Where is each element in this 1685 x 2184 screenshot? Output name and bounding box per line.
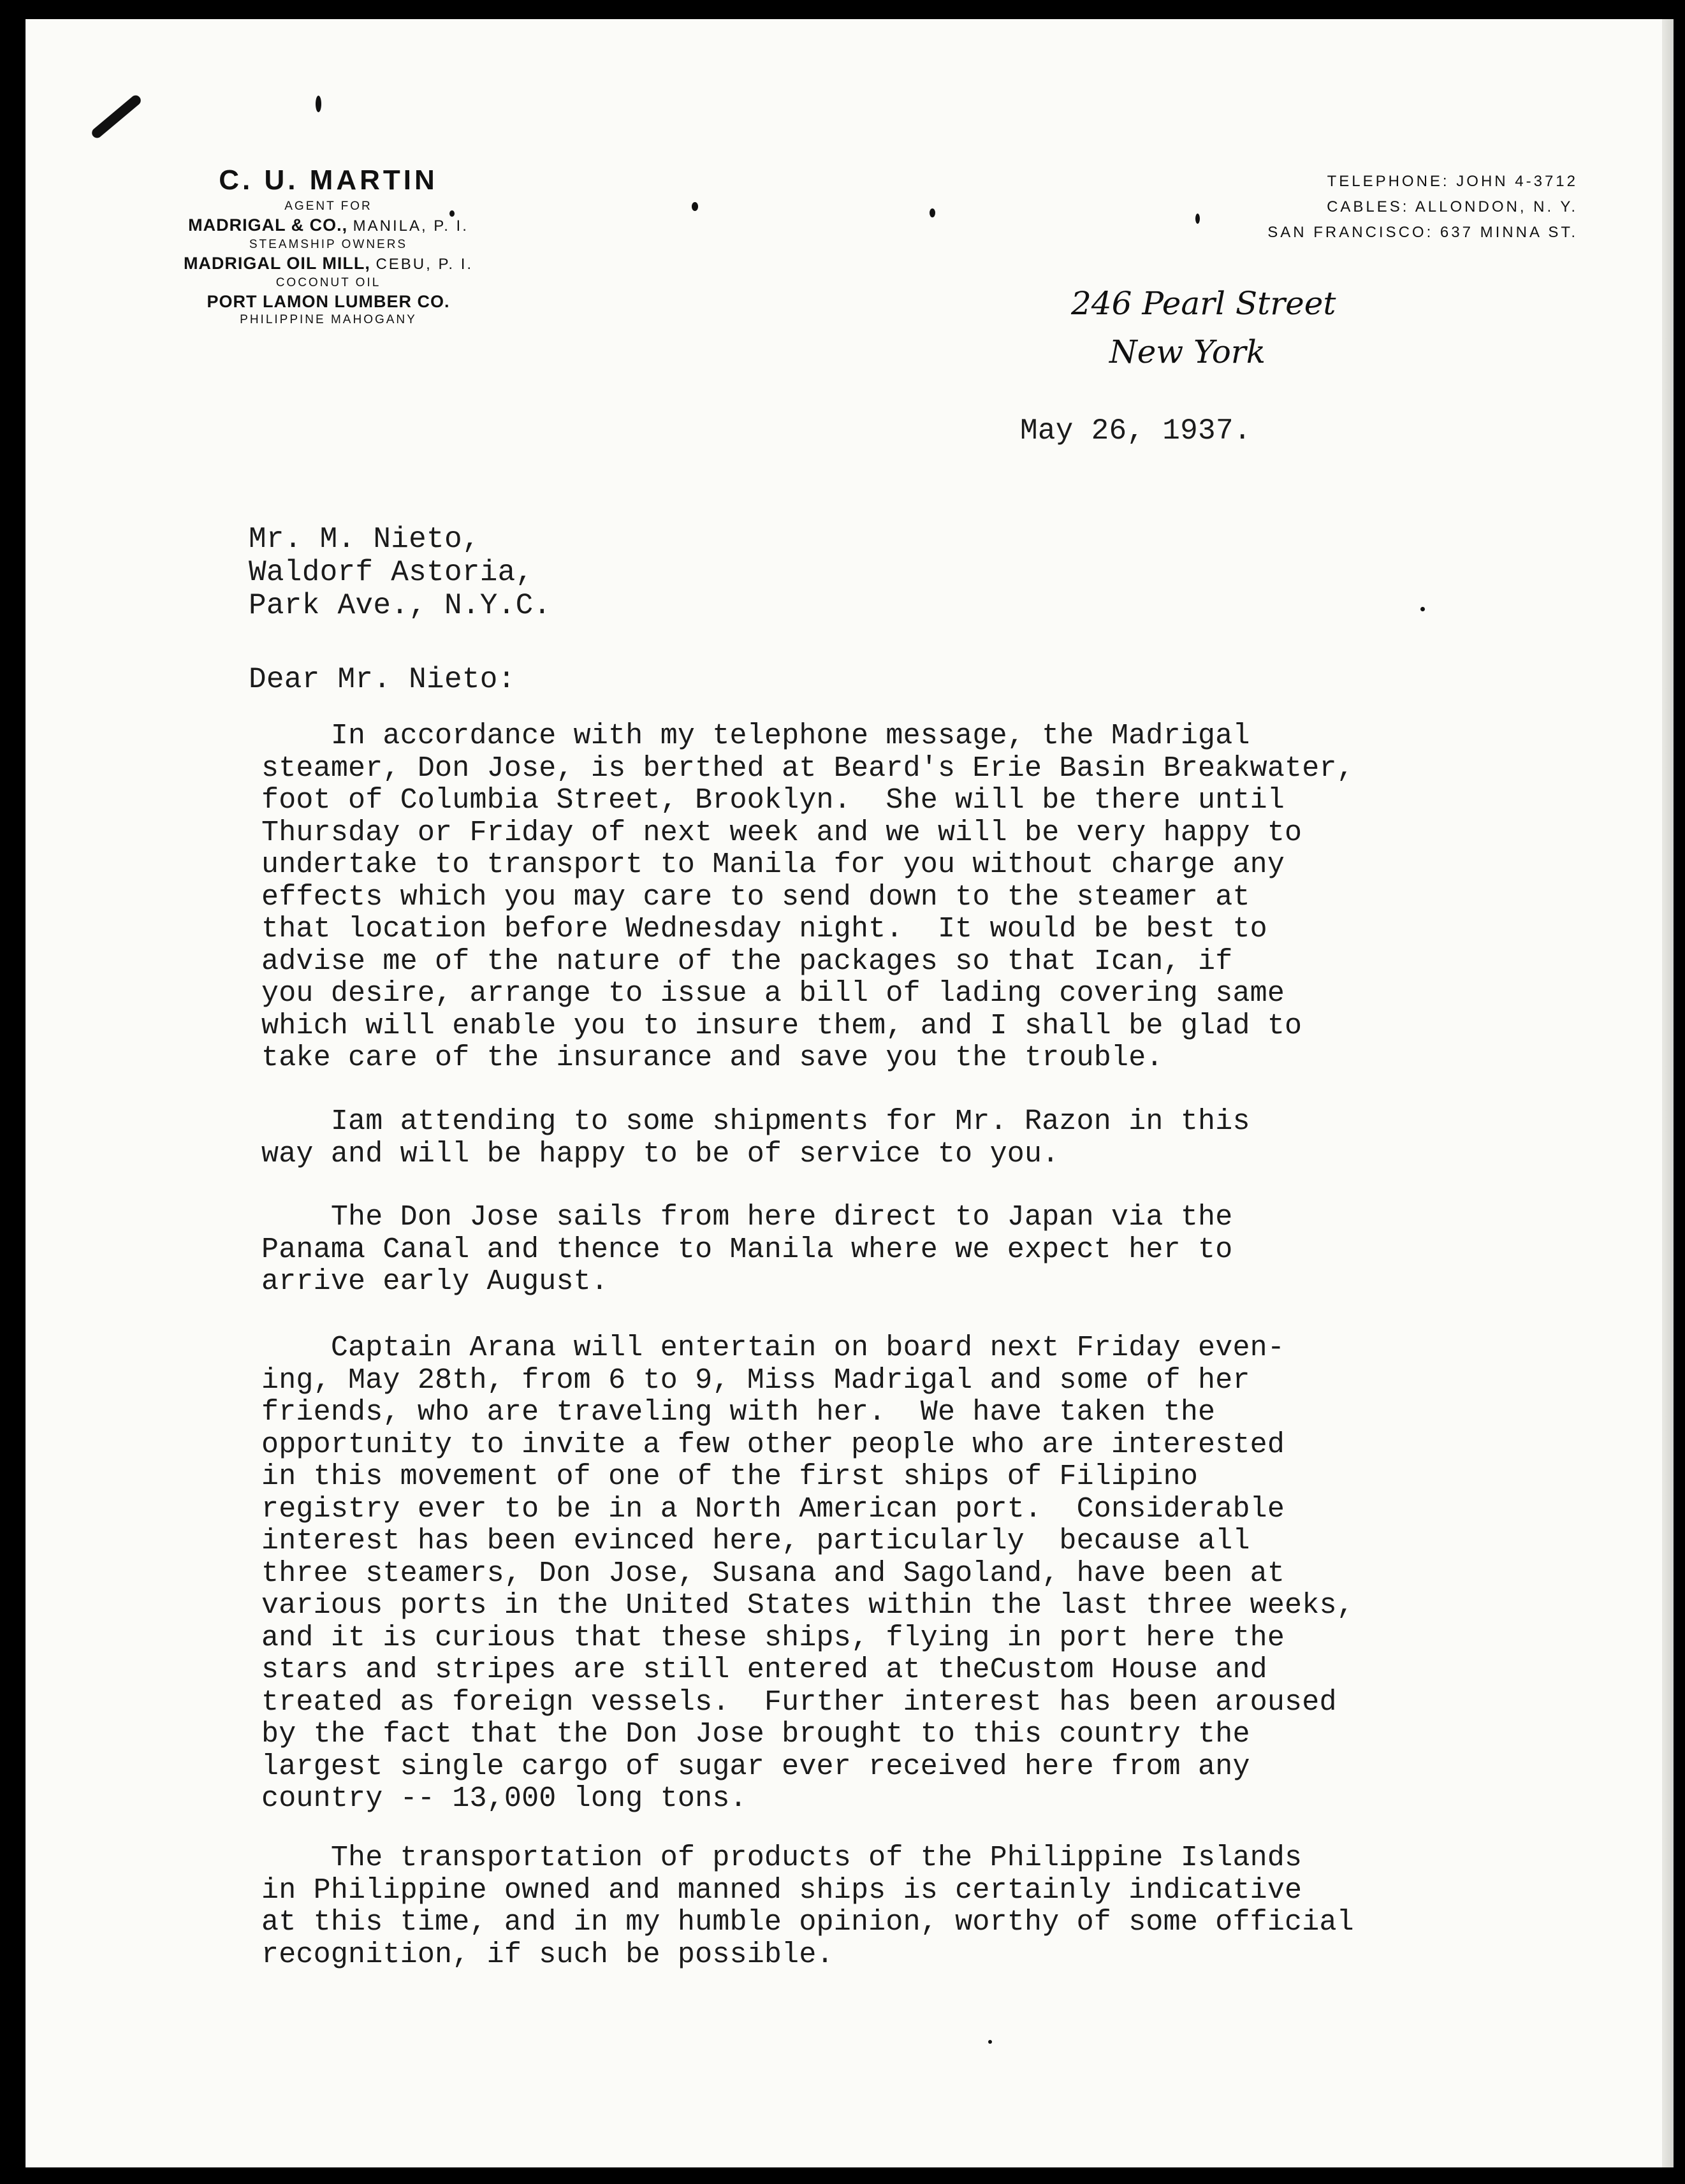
body-paragraph: In accordance with my telephone message, the Madrigal steamer, Don Jose, is berthed at Beard's Erie Basin Breakwater, foot of Columbia Street, Brooklyn. She will be there until Thursday or Friday of next week and we will be very happy to undertake to transport to Manila for you without charge any effects which you may care to send down to the steamer at that location before Wednesday night. It would be best to advise me of the nature of the packages so that Ican, if you desire, arrange to issue a bill of lading covering same which will enable you to insure them, and I shall be glad to take care of the insurance and save you the trouble. [261, 720, 1354, 1074]
street-address: 246 Pearl Street [1071, 285, 1336, 322]
ink-speck [316, 96, 321, 112]
letterhead-contact-block [1267, 169, 1578, 245]
recipient-hotel: Waldorf Astoria, [249, 556, 534, 589]
company-madrigal-line [124, 214, 532, 237]
agent-for-label: AGENT FOR [284, 200, 372, 213]
letterhead-name: C. U. MARTIN [219, 164, 438, 196]
company-oil-mill: MADRIGAL OIL MILL, [183, 254, 370, 273]
body-paragraph: Captain Arana will entertain on board next Friday even- ing, May 28th, from 6 to 9, Miss Madrigal and some of her friends, who are traveling with her. We have taken the opportunity to invite a few other people who are interested in this movement of one of the first ships of Filipino registry ever to be in a North American port. Considerable interest has been evinced here, particularly because all three steamers, Don Jose, Susana and Sagoland, have been at various ports in the United States within the last three weeks, and it is curious that these ships, flying in port here the stars and stripes are still entered at theCustom House and treated as foreign vessels. Further interest has been aroused by the fact that the Don Jose brought to this country the largest single cargo of sugar ever received here from any country -- 13,000 long tons. [261, 1332, 1354, 1815]
ink-speck [1420, 607, 1425, 611]
page-edge-shadow [1662, 19, 1674, 2167]
recipient-name: Mr. M. Nieto, [249, 523, 480, 556]
ink-speck [1195, 214, 1200, 224]
company-madrigal: MADRIGAL & CO., [188, 215, 348, 235]
ink-speck [988, 2040, 992, 2044]
company-lumber-desc: PHILIPPINE MAHOGANY [240, 313, 417, 326]
ink-speck [692, 202, 698, 211]
letter-date: May 26, 1937. [1020, 414, 1251, 448]
company-lumber: PORT LAMON LUMBER CO. [207, 292, 450, 311]
company-oil-mill-place: CEBU, P. I. [376, 256, 474, 273]
recipient-address [249, 523, 551, 622]
ink-mark [90, 93, 143, 140]
body-paragraph: The transportation of products of the Philippine Islands in Philippine owned and manned ships is certainly indicative at this time, and in my humble opinion, worthy of some official recognition, if such be possible. [261, 1842, 1354, 1971]
company-madrigal-place: MANILA, P. I. [353, 217, 469, 235]
recipient-street: Park Ave., N.Y.C. [249, 589, 551, 622]
letter-page [26, 19, 1674, 2167]
salutation: Dear Mr. Nieto: [249, 663, 516, 696]
company-oil-mill-desc: COCONUT OIL [275, 276, 381, 289]
company-oil-mill-line [124, 252, 532, 275]
office-address [1071, 279, 1336, 376]
company-madrigal-desc: STEAMSHIP OWNERS [249, 238, 408, 251]
letterhead-company-block [124, 164, 532, 328]
body-paragraph: Iam attending to some shipments for Mr. Razon in this way and will be happy to be of service to you. [261, 1105, 1250, 1170]
city: New York [1109, 333, 1266, 370]
ink-speck [930, 208, 935, 217]
body-paragraph: The Don Jose sails from here direct to Japan via the Panama Canal and thence to Manila where we expect her to arrive early August. [261, 1201, 1233, 1298]
telephone-line: TELEPHONE: JOHN 4-3712 [1327, 173, 1578, 190]
san-francisco-line: SAN FRANCISCO: 637 MINNA ST. [1267, 224, 1578, 241]
cables-line: CABLES: ALLONDON, N. Y. [1327, 198, 1578, 215]
